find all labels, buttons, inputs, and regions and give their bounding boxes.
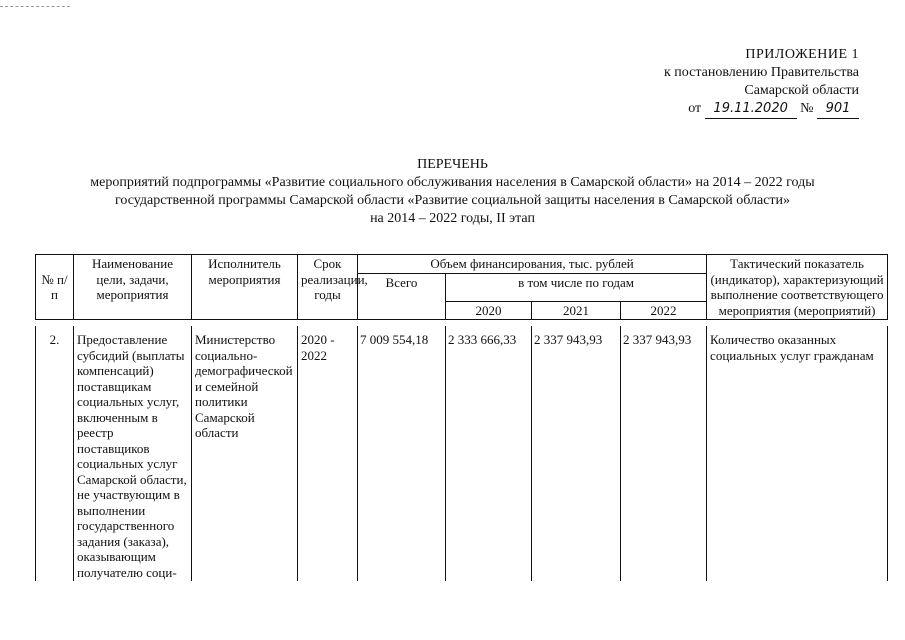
- header-executor: Исполнитель мероприятия: [192, 255, 298, 320]
- heading-line-2: государственной программы Самарской области «Развитие социальной защиты населения в Самарской области»: [114, 193, 791, 208]
- scan-artifact-line: [0, 6, 70, 7]
- annex-line-1: к постановлению Правительства: [663, 65, 859, 80]
- header-funding: Объем финансирования, тыс. рублей: [358, 255, 707, 274]
- header-name: Наименование цели, задачи, мероприятия: [74, 255, 192, 320]
- row-2020: 2 333 666,33: [446, 326, 532, 581]
- measures-table: [35, 254, 888, 581]
- row-2021: 2 337 943,93: [532, 326, 621, 581]
- row-name: Предоставление субсидий (выплаты компенсаций) поставщикам социальных услуг, включенным в реестр поставщиков социальных услуг Самарской области, не участвующим в выполнении государственного задания (заказа), оказывающим получателю соци-: [74, 326, 192, 581]
- header-indicator: Тактический показатель (индикатор), характеризующий выполнение соответствующего мероприятия (мероприятий): [707, 255, 888, 320]
- document-heading: [40, 156, 865, 228]
- header-year-2020: 2020: [446, 301, 532, 320]
- heading-line-1: мероприятий подпрограммы «Развитие социального обслуживания населения в Самарской области» на 2014 – 2022 годы: [90, 175, 815, 190]
- header-total: Всего: [358, 273, 446, 320]
- row-executor: Министерство социально-демографической и семейной политики Самарской области: [192, 326, 298, 581]
- row-term: 2020 - 2022: [298, 326, 358, 581]
- annex-title: ПРИЛОЖЕНИЕ 1: [745, 47, 859, 62]
- table-row: [36, 326, 888, 581]
- annex-number-label: №: [800, 101, 814, 116]
- header-term: Срок реализации, годы: [298, 255, 358, 320]
- row-indicator: Количество оказанных социальных услуг гражданам: [707, 326, 888, 581]
- annex-block: [619, 46, 859, 119]
- annex-date: 19.11.2020: [705, 100, 797, 119]
- annex-number: 901: [817, 100, 859, 119]
- heading-line-3: на 2014 – 2022 годы, II этап: [370, 211, 535, 226]
- header-year-2021: 2021: [532, 301, 621, 320]
- row-no: 2.: [36, 326, 74, 581]
- header-no: № п/п: [36, 255, 74, 320]
- row-2022: 2 337 943,93: [621, 326, 707, 581]
- annex-from-label: от: [688, 101, 702, 116]
- annex-date-number-line: [619, 100, 859, 119]
- header-year-2022: 2022: [621, 301, 707, 320]
- annex-line-2: Самарской области: [744, 83, 859, 98]
- header-by-years: в том числе по годам: [446, 273, 707, 301]
- heading-title: ПЕРЕЧЕНЬ: [417, 157, 488, 172]
- row-total: 7 009 554,18: [358, 326, 446, 581]
